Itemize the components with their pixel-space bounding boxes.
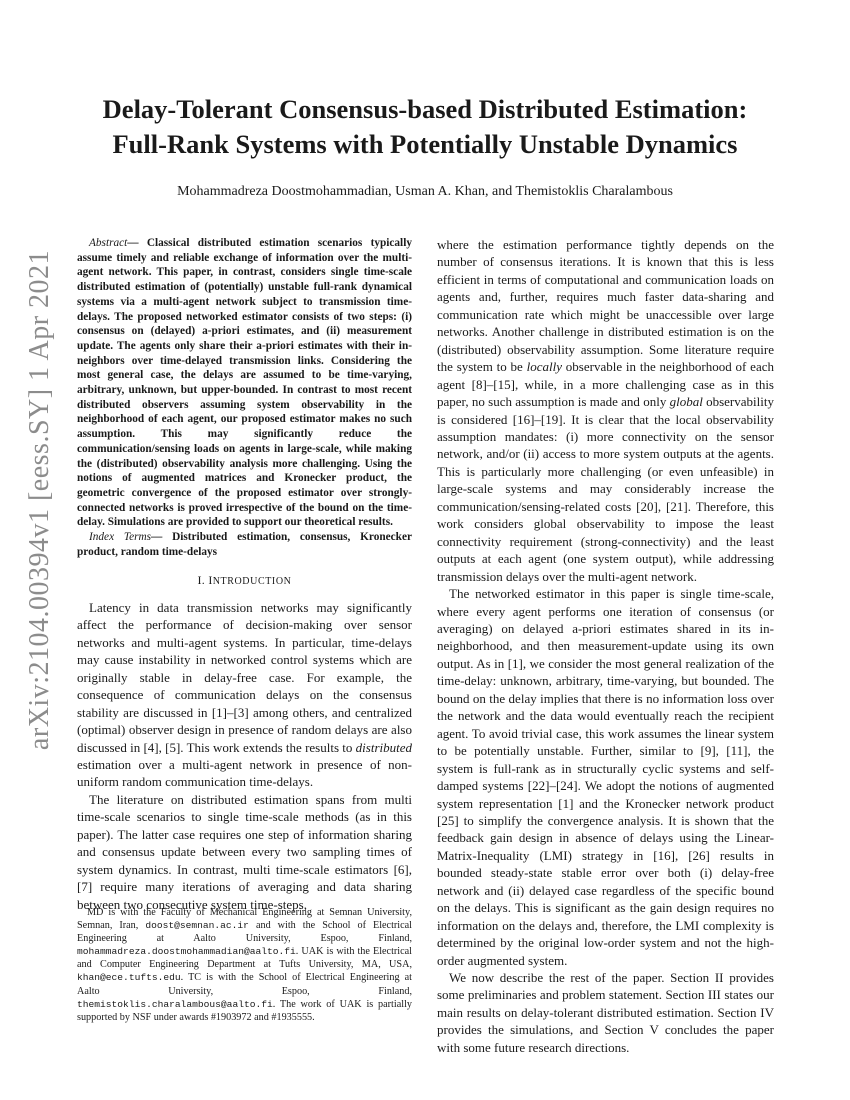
affiliation-footnote (77, 906, 412, 1024)
email-link-3[interactable]: khan@ece.tufts.edu (77, 972, 181, 984)
footnote-text-b: and with the School of Electrical Engineering at Aalto University, Espoo, Finland, (77, 920, 412, 945)
title-line-1: Delay-Tolerant Consensus-based Distributed Estimation: (102, 94, 748, 124)
left-column (77, 236, 412, 913)
abstract-body: — Classical distributed estimation scenarios typically assume timely and reliable exchange of information over the multi-agent network. This paper, in contrast, considers single time-scale distributed estimation of (potentially) unstable full-rank dynamical systems via a multi-agent network subject to transmission time-delays. The proposed networked estimator consists of two steps: (i) consensus on (delayed) a-priori estimates, and (ii) measurement update. The agents only share their a-priori estimates with their in-neighbors over time-delayed transmission links. Considering the most general case, the delays are assumed to be time-varying, arbitrary, unknown, but upper-bounded. In contrast to most recent distributed observers assuming system observability in the neighborhood of each agent, our proposed estimator makes no such assumption. This may significantly reduce the communication/sensing loads on agents in large-scale, while making the (distributed) observability analysis more challenging. Using the notions of augmented matrices and Kronecker product, the geometric convergence of the proposed estimator over strongly-connected networks is proved irrespective of the bound on the time-delay. Simulations are provided to support our theoretical results. (77, 237, 412, 529)
right-paragraph-2: The networked estimator in this paper is single time-scale, where every agent performs one iteration of consensus (or averaging) on delayed a-priori estimates shared in its in-neighborhood, and then measurement-update using its own output. As in [1], we consider the most general realization of the time-delay: unknown, arbitrary, time-varying, but bounded. The bound on the delay implies that there is no information loss over the network and the data would eventually reach the recipient agent. To avoid trivial case, this work assumes the linear system to be potentially unstable. Further, similar to [9], [11], the system is full-rank as in structurally cyclic systems and self-damped systems [22]–[24]. We adopt the notions of augmented system representation [1] and the Kronecker network product [25] to simplify the convergence analysis. It is shown that the feedback gain design in absence of delays using the Linear-Matrix-Inequality (LMI) strategy in [16], [26] results in bounded steady-state stable error over both (i) delay-free network and (ii) delayed case regardless of the specific bound on the delays. This is significant as the gain design requires no information on the delays and, therefore, the LMI complexity is determined by the original low-order system and not the high-order augmented system. (437, 586, 774, 968)
right-p1-text-b: observable in the neighborhood of each agent [8]–[15], while, in a more challenging case as in this paper, no such assumption is made and only (437, 359, 774, 410)
email-link-4[interactable]: themistoklis.charalambous@aalto.fi (77, 998, 273, 1010)
section-numeral: I. (197, 573, 209, 588)
right-p1-emphasis-1: locally (526, 359, 562, 375)
intro-p1-text-b: estimation over a multi-agent network in presence of non-uniform random communication time-delays. (77, 757, 412, 790)
arxiv-identifier: arXiv:2104.00394v1 [eess.SY] 1 Apr 2021 (24, 249, 55, 751)
intro-paragraph-1 (77, 599, 412, 791)
right-p1-text-c: observability is considered [16]–[19]. It is clear that the local observability assumption mandates: (i) more connectivity on the sensor network, and/or (ii) access to more system outputs at the agents. This is particularly more challenging (or even unfeasible) in large-scale systems and may considerably increase the communication/sensing-related costs [20], [21]. Therefore, this work considers global observability to impose the least connectivity requirement (strong-connectivity) and the least outputs at each agent (one system output), while addressing transmission delays over the multi-agent network. (437, 394, 774, 584)
intro-p1-text-a: Latency in data transmission networks may significantly affect the performance of decision-making over sensor networks and multi-agent systems. In particular, time-delays may cause instability in networked control systems which are originally stable in delay-free case. For example, the consequence of communication delays on the consensus stability are discussed in [1]–[3] among others, and centralized (optimal) observer design in presence of random delays are also discussed in [4], [5]. This work extends the results to (77, 599, 412, 755)
right-p1-emphasis-2: global (669, 394, 703, 410)
right-paragraph-3: We now describe the rest of the paper. Section II provides some preliminaries and problem statement. Section III states our main results on delay-tolerant distributed estimation. Section IV provides the simulations, and Section V concludes the paper with some future research directions. (437, 970, 774, 1055)
intro-p1-emphasis: distributed (355, 739, 412, 755)
right-paragraph-1 (437, 236, 774, 585)
email-link-2[interactable]: mohammadreza.doostmohammadian@aalto.fi (77, 946, 296, 958)
title-line-2: Full-Rank Systems with Potentially Unstable Dynamics (112, 129, 738, 159)
right-p1-text-a: where the estimation performance tightly depends on the number of consensus iterations. It is known that this is less efficient in terms of computational and communication loads on agents and, further, requires much faster data-sharing and communication rate which might be unaccessible over large networks. Another challenge in distributed estimation is on the (distributed) observability assumption. Some literature require the system to be (437, 237, 774, 375)
intro-paragraph-2: The literature on distributed estimation spans from multi time-scale scenarios to single time-scale methods (as in this paper). The latter case requires one step of information sharing and consensus update between every two sampling times of system dynamics. In contrast, multi time-scale estimators [6], [7] require many iterations of averaging and data sharing between two consecutive system time-steps, (77, 791, 412, 912)
email-link-1[interactable]: doost@semnan.ac.ir (145, 920, 249, 932)
index-terms (77, 530, 412, 559)
abstract-label: Abstract (89, 237, 128, 249)
footnote-text-c: . UAK is with the Electrical and Computer Engineering Department at Tufts University, MA, USA, (77, 946, 412, 971)
footnote-text-d: . TC is with the School of Electrical Engineering at Aalto University, Espoo, Finland, (77, 972, 412, 997)
section-heading-introduction (77, 572, 412, 590)
right-column (437, 236, 774, 1056)
arxiv-stamp (10, 249, 70, 751)
author-list: Mohammadreza Doostmohammadian, Usman A. Khan, and Themistoklis Charalambous (177, 184, 673, 199)
abstract (77, 236, 412, 530)
footnote-text-e: . The work of UAK is partially supported by NSF under awards #1903972 and #1935555. (77, 998, 412, 1023)
index-terms-body: — Distributed estimation, consensus, Kronecker product, random time-delays (77, 531, 412, 558)
section-title-rest: NTRODUCTION (212, 576, 292, 588)
paper-title (70, 92, 780, 162)
section-initial: I (208, 573, 213, 588)
footnote-text-a: MD is with the Faculty of Mechanical Engineering at Semnan University, Semnan, Iran, (77, 907, 412, 932)
index-terms-label: Index Terms (89, 531, 152, 544)
